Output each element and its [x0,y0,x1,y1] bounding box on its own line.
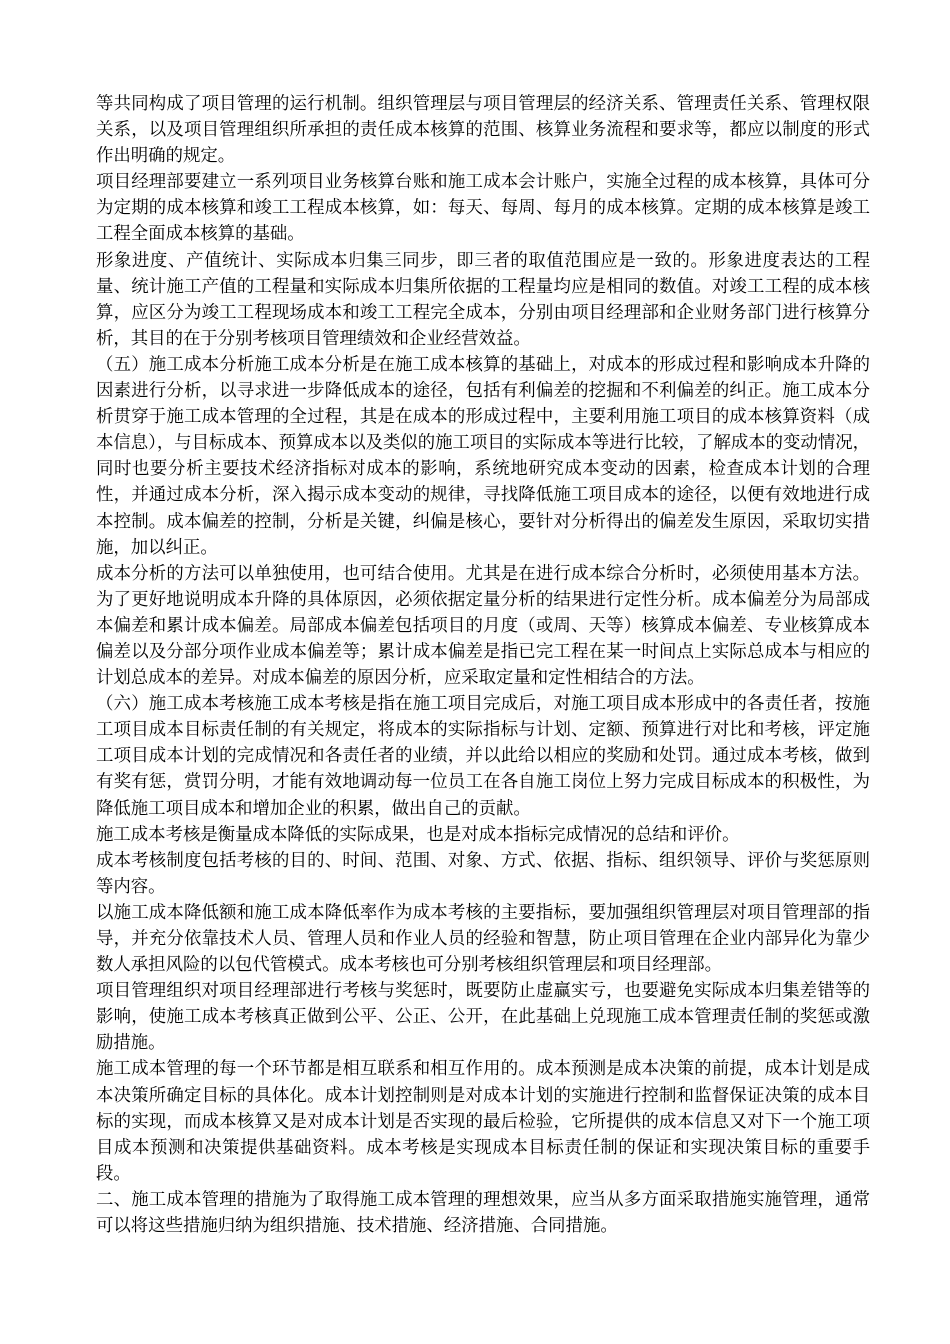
paragraph-three-synchronization: 形象进度、产值统计、实际成本归集三同步，即三者的取值范围应是一致的。形象进度表达的工程量、统计施工产值的工程量和实际成本归集所依据的工程量均应是相同的数值。对竣工工程的成本核算，应区分为竣工工程现场成本和竣工工程完全成本，分别由项目经理部和企业财务部门进行核算分析，其目的在于分别考核项目管理绩效和企业经营效益。 [96,250,870,349]
paragraph-assessment-indicators: 以施工成本降低额和施工成本降低率作为成本考核的主要指标，要加强组织管理层对项目管理部的指导，并充分依靠技术人员、管理人员和作业人员的经验和智慧，防止项目管理在企业内部异化为靠少数人承担风险的以包代管模式。成本考核也可分别考核组织管理层和项目经理部。 [96,902,870,976]
paragraph-assessment-purpose: 施工成本考核是衡量成本降低的实际成果，也是对成本指标完成情况的总结和评价。 [96,824,740,845]
paragraph-cost-accounting: 项目经理部要建立一系列项目业务核算台账和施工成本会计账户，实施全过程的成本核算，具体可分为定期的成本核算和竣工工程成本核算，如：每天、每周、每月的成本核算。定期的成本核算是竣工工程全面成本核算的基础。 [96,172,870,245]
paragraph-assessment-system: 成本考核制度包括考核的目的、时间、范围、对象、方式、依据、指标、组织领导、评价与奖惩原则等内容。 [96,850,870,897]
paragraph-cost-assessment: （六）施工成本考核施工成本考核是指在施工项目完成后，对施工项目成本形成中的各责任者，按施工项目成本目标责任制的有关规定，将成本的实际指标与计划、定额、预算进行对比和考核，评定施工项目成本计划的完成情况和各责任者的业绩，并以此给以相应的奖励和处罚。通过成本考核，做到有奖有惩，赏罚分明，才能有效地调动每一位员工在各自施工岗位上努力完成目标成本的积极性，为降低施工项目成本和增加企业的积累，做出自己的贡献。 [96,694,870,819]
paragraph-management-measures: 二、施工成本管理的措施为了取得施工成本管理的理想效果，应当从多方面采取措施实施管理，通常可以将这些措施归纳为组织措施、技术措施、经济措施、合同措施。 [96,1189,870,1237]
paragraph-cost-analysis: （五）施工成本分析施工成本分析是在施工成本核算的基础上，对成本的形成过程和影响成本升降的因素进行分析，以寻求进一步降低成本的途径，包括有利偏差的挖掘和不利偏差的纠正。施工成本分析贯穿于施工成本管理的全过程，其是在成本的形成过程中，主要利用施工项目的成本核算资料（成本信息），与目标成本、预算成本以及类似的施工项目的实际成本等进行比较，了解成本的变动情况，同时也要分析主要技术经济指标对成本的影响，系统地研究成本变动的因素，检查成本计划的合理性，并通过成本分析，深入揭示成本变动的规律，寻找降低施工项目成本的途径，以便有效地进行成本控制。成本偏差的控制，分析是关键，纠偏是核心，要针对分析得出的偏差发生原因，采取切实措施，加以纠正。 [96,354,870,558]
paragraph-operating-mechanism: 等共同构成了项目管理的运行机制。组织管理层与项目管理层的经济关系、管理责任关系、管理权限关系，以及项目管理组织所承担的责任成本核算的范围、核算业务流程和要求等，都应以制度的形式作出明确的规定。 [96,94,870,167]
document-body [96,91,870,1239]
paragraph-analysis-methods: 成本分析的方法可以单独使用，也可结合使用。尤其是在进行成本综合分析时，必须使用基本方法。为了更好地说明成本升降的具体原因，必须依据定量分析的结果进行定性分析。成本偏差分为局部成本偏差和累计成本偏差。局部成本偏差包括项目的月度（或周、天等）核算成本偏差、专业核算成本偏差以及分部分项作业成本偏差等；累计成本偏差是指已完工程在某一时间点上实际总成本与相应的计划总成本的差异。对成本偏差的原因分析，应采取定量和定性相结合的方法。 [96,563,870,689]
paragraph-management-links: 施工成本管理的每一个环节都是相互联系和相互作用的。成本预测是成本决策的前提，成本计划是成本决策所确定目标的具体化。成本计划控制则是对成本计划的实施进行控制和监督保证决策的成本目标的实现，而成本核算又是对成本计划是否实现的最后检验，它所提供的成本信息又对下一个施工项目成本预测和决策提供基础资料。成本考核是实现成本目标责任制的保证和实现决策目标的重要手段。 [96,1059,870,1184]
paragraph-rewards-penalties: 项目管理组织对项目经理部进行考核与奖惩时，既要防止虚赢实亏，也要避免实际成本归集差错等的影响，使施工成本考核真正做到公平、公正、公开，在此基础上兑现施工成本管理责任制的奖惩或激励措施。 [96,981,870,1054]
